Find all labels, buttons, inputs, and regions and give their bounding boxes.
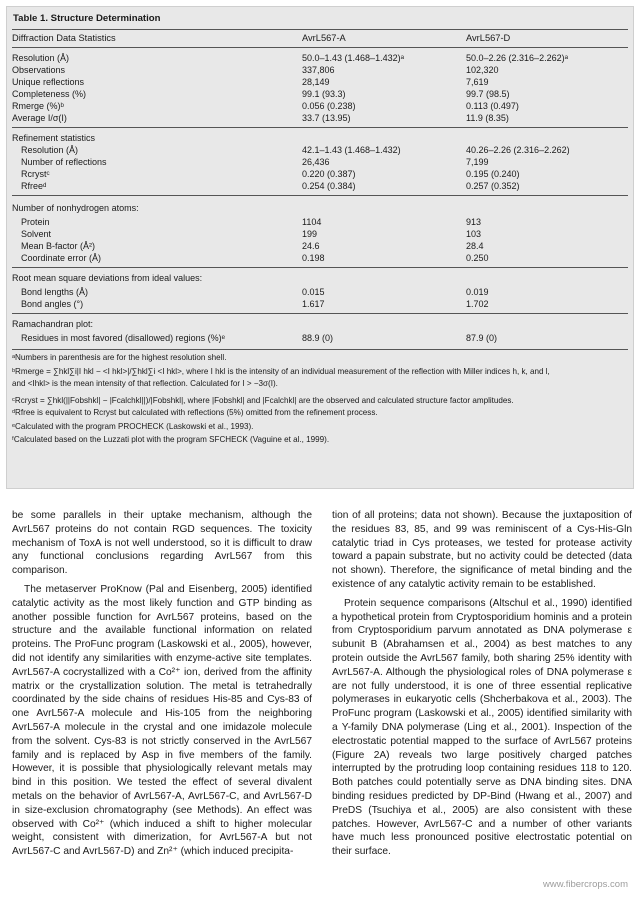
table-row (12, 229, 628, 240)
row-value-a: 1.617 (302, 299, 325, 309)
table-rule-top (12, 29, 628, 30)
row-label: Rcrystᶜ (21, 169, 50, 179)
row-value-d: 102,320 (466, 65, 499, 75)
row-value-d: 7,199 (466, 157, 489, 167)
row-value-d: 103 (466, 229, 482, 239)
table-row (12, 113, 628, 124)
footnote-a: ᵃNumbers in parenthesis are for the highest resolution shell. (12, 353, 227, 362)
row-value-a: 199 (302, 229, 318, 239)
footnote-e: ᵉCalculated with the program PROCHECK (Laskowski et al., 1993). (12, 422, 254, 431)
table-rule (12, 313, 628, 314)
table-row (12, 241, 628, 252)
table-row (12, 217, 628, 228)
row-label: Mean B-factor (Å²) (21, 241, 96, 251)
section-heading-nonhydrogen: Number of nonhydrogen atoms: (12, 203, 139, 213)
watermark: www.fibercrops.com (543, 879, 628, 890)
row-value-d: 99.7 (98.5) (466, 89, 510, 99)
table-row (12, 333, 628, 344)
table-row (12, 287, 628, 298)
body-column-left (12, 509, 312, 864)
row-label: Coordinate error (Å) (21, 253, 102, 263)
row-value-d: 0.257 (0.352) (466, 181, 520, 191)
row-value-d: 50.0–2.26 (2.316–2.262)ᵃ (466, 53, 568, 63)
header-label: Diffraction Data Statistics (12, 33, 116, 43)
row-label: Resolution (Å) (21, 145, 79, 155)
row-value-d: 1.702 (466, 299, 489, 309)
table-row (12, 299, 628, 310)
footnote-c: ᶜRcryst = ∑hkl(||Fobshkl| − |Fcalchkl||)/|Fobshkl|, where |Fobshkl| and |Fcalchkl| are the observed and calculated structure factor amplitudes. (12, 396, 514, 405)
table-rule-header (12, 47, 628, 48)
row-value-a: 28,149 (302, 77, 330, 87)
row-label: Average I/σ(I) (12, 113, 67, 123)
table-row (12, 77, 628, 88)
row-value-a: 24.6 (302, 241, 320, 251)
table-rule (12, 195, 628, 196)
row-value-a: 42.1–1.43 (1.468–1.432) (302, 145, 401, 155)
row-label: Bond lengths (Å) (21, 287, 89, 297)
section-heading-refinement: Refinement statistics (12, 133, 96, 143)
table-rule (12, 127, 628, 128)
row-label: Resolution (Å) (12, 53, 70, 63)
table-row (12, 89, 628, 100)
footnote-b: ᵇRmerge = ∑hkl∑i|I hkl − <I hkl>|/∑hkl∑i <I hkl>, where I hkl is the intensity of an individual measurement of the reflection with Miller indices h, k, and l, (12, 367, 550, 376)
row-label: Number of reflections (21, 157, 107, 167)
footnote-f: ᶠCalculated based on the Luzzati plot with the program SFCHECK (Vaguine et al., 1999). (12, 435, 330, 444)
paragraph: The metaserver ProKnow (Pal and Eisenberg, 2005) identified catalytic activity as the most likely function and GTP binding as another possible function for AvrL567 proteins, based on the structure and the available functional information on related proteins. The ProFunc program (Laskowski et al., 2005), however, did not identify any similarities with enzyme-active site templates. AvrL567-A cocrystallized with a Co²⁺ ion, derived from the affinity matrix or the crystallization solution. The metal is tetrahedrally coordinated by the side chains of residues His-85 and Cys-83 of one AvrL567-A molecule and His-105 from the neighboring AvrL567-A molecule in the crystal and one imidazole molecule from the solvent. Cys-83 is not strictly conserved in the AvrL567 family and is replaced by Asp in five members of the family. However, it is possible that physiologically relevant metals may bind in this position. We tested the effect of several divalent metals on the behavior of AvrL567-A, AvrL567-C, and AvrL567-D in size-exclusion chromatography (see Methods). An effect was observed with Co²⁺ (which induced a shift to higher molecular weight, consistent with dimerization, for AvrL567-A but not AvrL567-C and AvrL567-D) and Zn²⁺ (which induced precipita- (12, 583, 312, 858)
row-value-d: 913 (466, 217, 482, 227)
table-row (12, 169, 628, 180)
table-row (12, 53, 628, 64)
table-rule-bottom (12, 349, 628, 350)
row-value-a: 0.015 (302, 287, 325, 297)
table-row (12, 181, 628, 192)
row-value-d: 87.9 (0) (466, 333, 498, 343)
row-label: Observations (12, 65, 66, 75)
section-heading-ramachandran: Ramachandran plot: (12, 319, 94, 329)
row-value-d: 28.4 (466, 241, 484, 251)
row-value-d: 7,619 (466, 77, 489, 87)
table-row (12, 157, 628, 168)
row-label: Unique reflections (12, 77, 85, 87)
row-value-d: 0.019 (466, 287, 489, 297)
table-rule (12, 267, 628, 268)
paragraph: be some parallels in their uptake mechanism, although the AvrL567 proteins do not contain RGD sequences. The toxicity mechanism of ToxA is not well understood, so it is difficult to draw any functional conclusions regarding AvrL567 from this comparison. (12, 510, 312, 577)
row-label: Solvent (21, 229, 52, 239)
row-value-a: 0.254 (0.384) (302, 181, 356, 191)
table-row (12, 101, 628, 112)
row-value-a: 0.220 (0.387) (302, 169, 356, 179)
body-column-right (332, 509, 632, 864)
row-label: Rfreeᵈ (21, 181, 47, 191)
table-title: Table 1. Structure Determination (13, 13, 161, 24)
row-value-a: 99.1 (93.3) (302, 89, 346, 99)
paragraph: Protein sequence comparisons (Altschul et al., 1990) identified a hypothetical protein from Cryptosporidium hominis and a protein from Cryptosporidium parvum annotated as DNA polymerase ε subunit B (Abrahamsen et al., 2004) as best matches to any protein outside the AvrL567 family, both sharing 25% identity with AvrL567-A. Although the physiological roles of DNA polymerase ε are not fully understood, it is one of three essential replicative polymerases in eukaryotic cells (Shcherbakova et al., 2003). The ProFunc program (Laskowski et al., 2005) identified similarity with a Y-family DNA polymerase (Ling et al., 2001). Inspection of the electrostatic potential mapped to the surface of AvrL567 proteins (Figure 2A) reveals two large positively charged patches interrupted by the protruding loop containing residues 118 to 120. Both patches could potentially serve as DNA binding sites. DNA binding residues predicted by DP-Bind (Hwang et al., 2007) and PreDS (Tsuchiya et al., 2005) are also consistent with these patches. However, AvrL567-C and a number of other variants have much less pronounced positive electrostatic potential on their surface. (332, 597, 632, 858)
row-value-a: 33.7 (13.95) (302, 113, 351, 123)
row-label: Rmerge (%)ᵇ (12, 101, 64, 111)
row-value-a: 0.198 (302, 253, 325, 263)
row-value-a: 0.056 (0.238) (302, 101, 356, 111)
row-value-d: 11.9 (8.35) (466, 113, 509, 123)
header-col-d: AvrL567-D (466, 33, 511, 43)
table-header-row (12, 33, 628, 44)
table-row (12, 145, 628, 156)
row-value-d: 40.26–2.26 (2.316–2.262) (466, 145, 570, 155)
table-row (12, 253, 628, 264)
row-value-d: 0.113 (0.497) (466, 101, 519, 111)
row-label: Completeness (%) (12, 89, 87, 99)
row-value-a: 26,436 (302, 157, 330, 167)
row-value-a: 88.9 (0) (302, 333, 334, 343)
structure-table (6, 6, 634, 489)
paragraph: tion of all proteins; data not shown). Because the juxtaposition of the residues 83, 85, and 99 was reminiscent of a Cys-His-Gln catalytic triad in Cys proteases, we tested for protease activity toward a papain substrate, but no activity could be detected (data not shown). Therefore, the significance of metal binding and the existence of any catalytic activity remain to be established. (332, 510, 632, 590)
section-heading-rms: Root mean square deviations from ideal values: (12, 273, 203, 283)
row-value-d: 0.195 (0.240) (466, 169, 520, 179)
table-row (12, 65, 628, 76)
row-label: Protein (21, 217, 50, 227)
row-value-a: 50.0–1.43 (1.468–1.432)ᵃ (302, 53, 404, 63)
footnote-b-continued: and <Ihkl> is the mean intensity of that reflection. Calculated for I > −3σ(I). (12, 379, 278, 388)
footnote-d: ᵈRfree is equivalent to Rcryst but calculated with reflections (5%) omitted from the refinement process. (12, 408, 378, 417)
row-value-a: 337,806 (302, 65, 335, 75)
row-label: Residues in most favored (disallowed) regions (%)ᵉ (21, 333, 225, 343)
row-label: Bond angles (°) (21, 299, 84, 309)
header-col-a: AvrL567-A (302, 33, 346, 43)
row-value-d: 0.250 (466, 253, 489, 263)
row-value-a: 1104 (302, 217, 322, 227)
